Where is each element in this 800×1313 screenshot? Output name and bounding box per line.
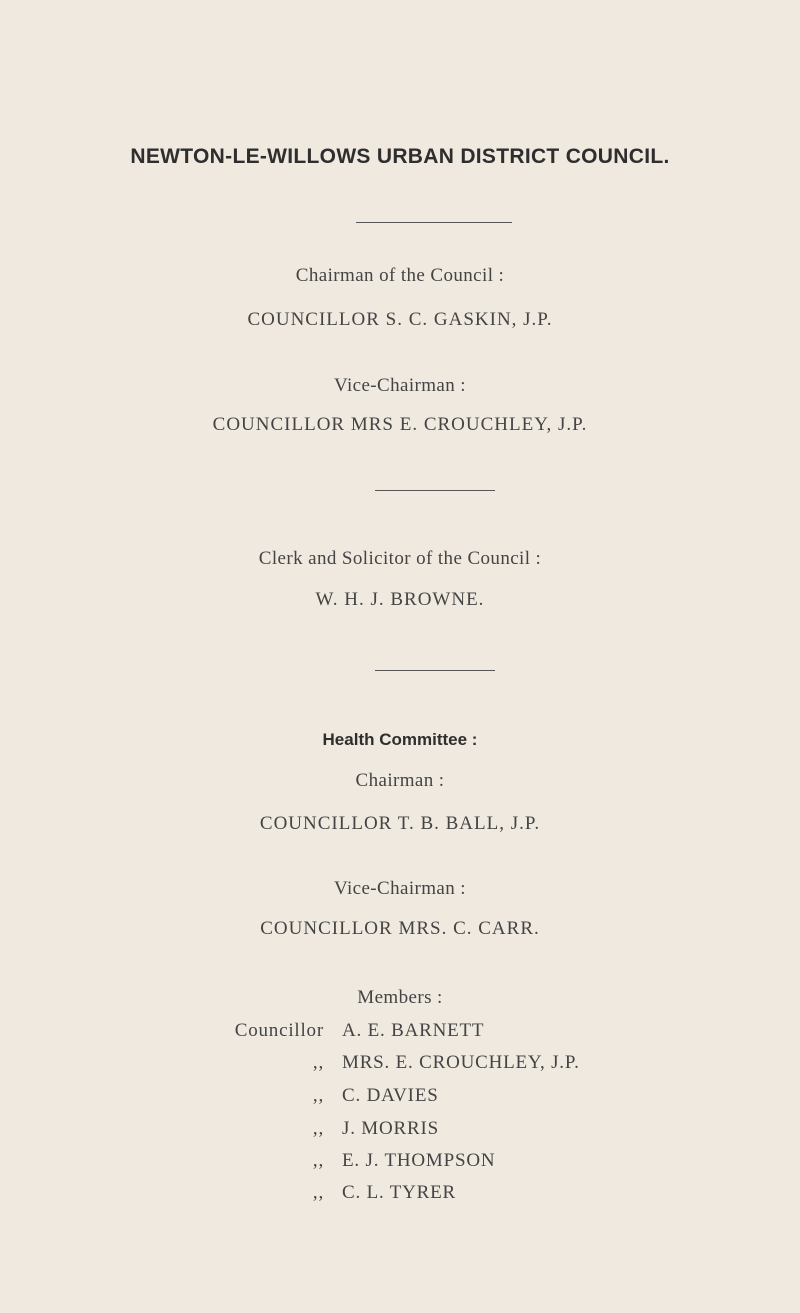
member-prefix: Councillor [234, 1020, 324, 1041]
member-row [0, 1182, 800, 1206]
member-row [0, 1020, 800, 1044]
member-prefix: ,, [312, 1182, 324, 1203]
member-row [0, 1085, 800, 1109]
member-name: A. E. BARNETT [342, 1020, 485, 1041]
member-prefix: ,, [312, 1052, 324, 1073]
committee-vice-chairman-name: COUNCILLOR MRS. C. CARR. [260, 918, 540, 939]
clerk-name: W. H. J. BROWNE. [315, 589, 485, 610]
council-chairman-name: COUNCILLOR S. C. GASKIN, J.P. [247, 309, 553, 330]
council-chairman-label: Chairman of the Council : [295, 265, 505, 286]
committee-vice-chairman-label: Vice-Chairman : [333, 878, 466, 899]
council-vice-chairman-name: COUNCILLOR MRS E. CROUCHLEY, J.P. [212, 414, 588, 435]
health-committee-heading: Health Committee : [322, 730, 478, 749]
member-row [0, 1118, 800, 1142]
member-name: C. DAVIES [342, 1085, 439, 1106]
member-name: C. L. TYRER [342, 1182, 457, 1203]
member-prefix: ,, [312, 1150, 324, 1171]
member-name: J. MORRIS [342, 1118, 439, 1139]
member-name: MRS. E. CROUCHLEY, J.P. [342, 1052, 580, 1073]
council-vice-chairman-label: Vice-Chairman : [333, 375, 466, 396]
member-prefix: ,, [312, 1085, 324, 1106]
clerk-label: Clerk and Solicitor of the Council : [258, 548, 542, 569]
member-row [0, 1052, 800, 1076]
divider [356, 222, 512, 223]
divider [375, 670, 495, 671]
committee-chairman-name: COUNCILLOR T. B. BALL, J.P. [259, 813, 541, 834]
member-name: E. J. THOMPSON [342, 1150, 496, 1171]
members-label: Members : [357, 987, 443, 1008]
member-row [0, 1150, 800, 1174]
committee-chairman-label: Chairman : [355, 770, 445, 791]
page-title: NEWTON-LE-WILLOWS URBAN DISTRICT COUNCIL. [130, 145, 670, 168]
divider [375, 490, 495, 491]
member-prefix: ,, [312, 1118, 324, 1139]
